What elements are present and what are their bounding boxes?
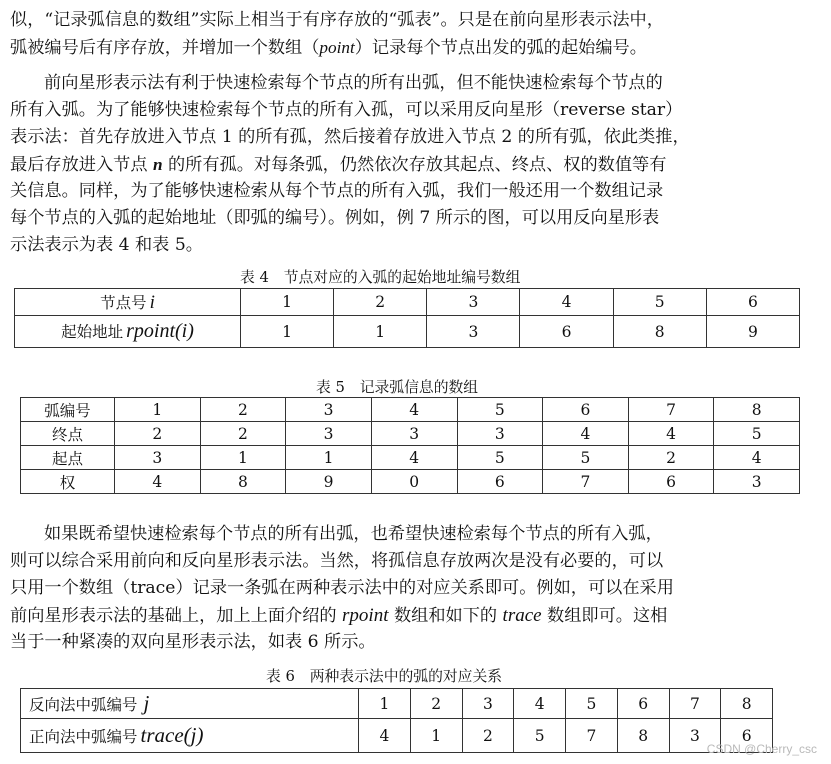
table-row bbox=[15, 316, 800, 348]
table-cell: 2 bbox=[628, 446, 714, 470]
table-4-row-1-label bbox=[15, 289, 241, 316]
table-cell: 7 bbox=[669, 689, 721, 719]
table-cell: 1 bbox=[334, 316, 427, 348]
table-cell: 2 bbox=[334, 289, 427, 316]
table-cell: 4 bbox=[514, 689, 566, 719]
table-cell: 1 bbox=[359, 689, 411, 719]
table-cell: 6 bbox=[617, 689, 669, 719]
table-cell: 5 bbox=[566, 689, 618, 719]
table-cell: 8 bbox=[613, 316, 706, 348]
table-cell: 5 bbox=[613, 289, 706, 316]
paragraph-2 bbox=[10, 70, 810, 259]
table-cell: 3 bbox=[286, 398, 372, 422]
label-text: 节点号 bbox=[100, 293, 147, 312]
table-cell: 9 bbox=[286, 470, 372, 494]
table-cell: 4 bbox=[359, 719, 411, 753]
table-5 bbox=[20, 397, 800, 494]
table-cell: 1 bbox=[286, 446, 372, 470]
paragraph-2-line-5: 关信息。同样，为了能够快速检索从每个节点的所有入弧，我们一般还用一个数组记录 bbox=[10, 181, 664, 201]
table-cell: 3 bbox=[714, 470, 800, 494]
paragraph-2-line-1: 前向星形表示法有利于快速检索每个节点的所有出弧，但不能快速检索每个节点的 bbox=[44, 73, 663, 93]
table-cell: 6 bbox=[706, 289, 799, 316]
paragraph-1 bbox=[10, 7, 810, 61]
label-text: 起始地址 bbox=[61, 323, 124, 341]
table-cell: 7 bbox=[628, 398, 714, 422]
table-6-row-1-label bbox=[21, 689, 359, 719]
table-4 bbox=[14, 288, 800, 348]
table-cell: 3 bbox=[669, 719, 721, 753]
text-segment: 的所有孤。对每条弧，仍然依次存放其起点、终点、权的数值等有 bbox=[162, 155, 667, 175]
text-segment: 数组即可。这相 bbox=[541, 606, 668, 626]
italic-term: rpoint bbox=[342, 605, 389, 626]
math-variable: i bbox=[149, 291, 155, 313]
math-variable: j bbox=[143, 691, 150, 715]
table-cell: 2 bbox=[462, 719, 514, 753]
table-cell: 2 bbox=[200, 422, 286, 446]
table-cell: 5 bbox=[514, 719, 566, 753]
table-row bbox=[21, 689, 773, 719]
table-cell: 3 bbox=[457, 422, 543, 446]
paragraph-3-line-2: 则可以综合采用前向和反向星形表示法。当然，将孤信息存放两次是没有必要的，可以 bbox=[10, 551, 664, 571]
table-cell: 3 bbox=[427, 289, 520, 316]
math-variable: trace(j) bbox=[140, 723, 204, 747]
table-6 bbox=[20, 688, 773, 753]
table-5-row-label: 起点 bbox=[21, 446, 115, 470]
table-5-row-label: 弧编号 bbox=[21, 398, 115, 422]
table-cell: 4 bbox=[628, 422, 714, 446]
table-cell: 9 bbox=[706, 316, 799, 348]
italic-term: point bbox=[319, 38, 355, 57]
table-cell: 5 bbox=[543, 446, 629, 470]
table-cell: 2 bbox=[410, 689, 462, 719]
table-cell: 5 bbox=[457, 446, 543, 470]
table-cell: 1 bbox=[115, 398, 201, 422]
paragraph-2-line-6: 每个节点的入弧的起始地址（即弧的编号）。例如，例 7 所示的图，可以用反向星形表 bbox=[10, 208, 660, 228]
table-cell: 3 bbox=[286, 422, 372, 446]
table-cell: 4 bbox=[371, 446, 457, 470]
paragraph-3-line-4 bbox=[10, 602, 810, 629]
table-cell: 1 bbox=[241, 289, 334, 316]
table-cell: 1 bbox=[410, 719, 462, 753]
table-cell: 3 bbox=[115, 446, 201, 470]
table-4-caption: 表 4 节点对应的入弧的起始地址编号数组 bbox=[240, 269, 521, 286]
table-row bbox=[15, 289, 800, 316]
text-segment: 弧被编号后有序存放，并增加一个数组（ bbox=[10, 38, 320, 58]
table-cell: 4 bbox=[371, 398, 457, 422]
text-segment: ）记录每个节点出发的弧的起始编号。 bbox=[354, 38, 647, 58]
table-5-caption: 表 5 记录弧信息的数组 bbox=[316, 379, 479, 396]
paragraph-2-line-2: 所有入弧。为了能够快速检索每个节点的所有入孤，可以采用反向星形（reverse star） bbox=[10, 100, 683, 120]
table-cell: 1 bbox=[200, 446, 286, 470]
text-segment: 数组和如下的 bbox=[388, 606, 503, 626]
table-cell: 6 bbox=[457, 470, 543, 494]
table-cell: 4 bbox=[115, 470, 201, 494]
table-cell: 7 bbox=[566, 719, 618, 753]
text-segment: 最后存放进入节点 bbox=[10, 155, 153, 175]
table-row bbox=[21, 446, 800, 470]
table-cell: 8 bbox=[200, 470, 286, 494]
table-cell: 8 bbox=[721, 689, 773, 719]
table-cell: 5 bbox=[714, 422, 800, 446]
table-cell: 7 bbox=[543, 470, 629, 494]
paragraph-3 bbox=[10, 521, 810, 656]
table-cell: 6 bbox=[628, 470, 714, 494]
paragraph-1-line-1: 似，“记录弧信息的数组”实际上相当于有序存放的“弧表”。只是在前向星形表示法中， bbox=[10, 10, 664, 30]
table-cell: 3 bbox=[462, 689, 514, 719]
table-cell: 3 bbox=[371, 422, 457, 446]
paragraph-2-line-4 bbox=[10, 151, 810, 178]
table-row bbox=[21, 398, 800, 422]
table-4-row-2-label bbox=[15, 316, 241, 348]
table-6-row-2-label bbox=[21, 719, 359, 753]
table-cell: 1 bbox=[241, 316, 334, 348]
table-cell: 6 bbox=[520, 316, 613, 348]
table-row bbox=[21, 422, 800, 446]
table-5-row-label: 终点 bbox=[21, 422, 115, 446]
paragraph-3-line-3: 只用一个数组（trace）记录一条弧在两种表示法中的对应关系即可。例如，可以在采用 bbox=[10, 578, 674, 598]
paragraph-3-line-1: 如果既希望快速检索每个节点的所有出弧，也希望快速检索每个节点的所有入弧， bbox=[44, 524, 663, 544]
table-cell: 6 bbox=[543, 398, 629, 422]
table-cell: 4 bbox=[520, 289, 613, 316]
table-row bbox=[21, 719, 773, 753]
table-cell: 2 bbox=[200, 398, 286, 422]
table-cell: 8 bbox=[617, 719, 669, 753]
table-cell: 5 bbox=[457, 398, 543, 422]
table-cell: 0 bbox=[371, 470, 457, 494]
table-6-caption: 表 6 两种表示法中的弧的对应关系 bbox=[266, 668, 503, 685]
label-text: 反向法中弧编号 bbox=[29, 696, 138, 714]
table-cell: 2 bbox=[115, 422, 201, 446]
paragraph-3-line-5: 当于一种紧凑的双向星形表示法，如表 6 所示。 bbox=[10, 632, 376, 652]
italic-term: n bbox=[152, 155, 163, 174]
table-cell: 8 bbox=[714, 398, 800, 422]
paragraph-2-line-3: 表示法：首先存放进入节点 1 的所有孤，然后接着存放进入节点 2 的所有弧，依此类推， bbox=[10, 127, 690, 147]
table-cell: 4 bbox=[714, 446, 800, 470]
paragraph-1-line-2 bbox=[10, 34, 810, 61]
watermark: CSDN @Cherry_csc bbox=[706, 742, 817, 756]
math-variable: rpoint(i) bbox=[126, 320, 194, 342]
text-segment: 前向星形表示法的基础上，加上上面介绍的 bbox=[10, 606, 343, 626]
table-cell: 6 bbox=[721, 719, 773, 753]
table-cell: 4 bbox=[543, 422, 629, 446]
table-row bbox=[21, 470, 800, 494]
italic-term: trace bbox=[502, 605, 542, 626]
paragraph-2-line-7: 示法表示为表 4 和表 5。 bbox=[10, 235, 203, 255]
label-text: 正向法中弧编号 bbox=[29, 728, 138, 746]
table-5-row-label: 权 bbox=[21, 470, 115, 494]
table-cell: 3 bbox=[427, 316, 520, 348]
